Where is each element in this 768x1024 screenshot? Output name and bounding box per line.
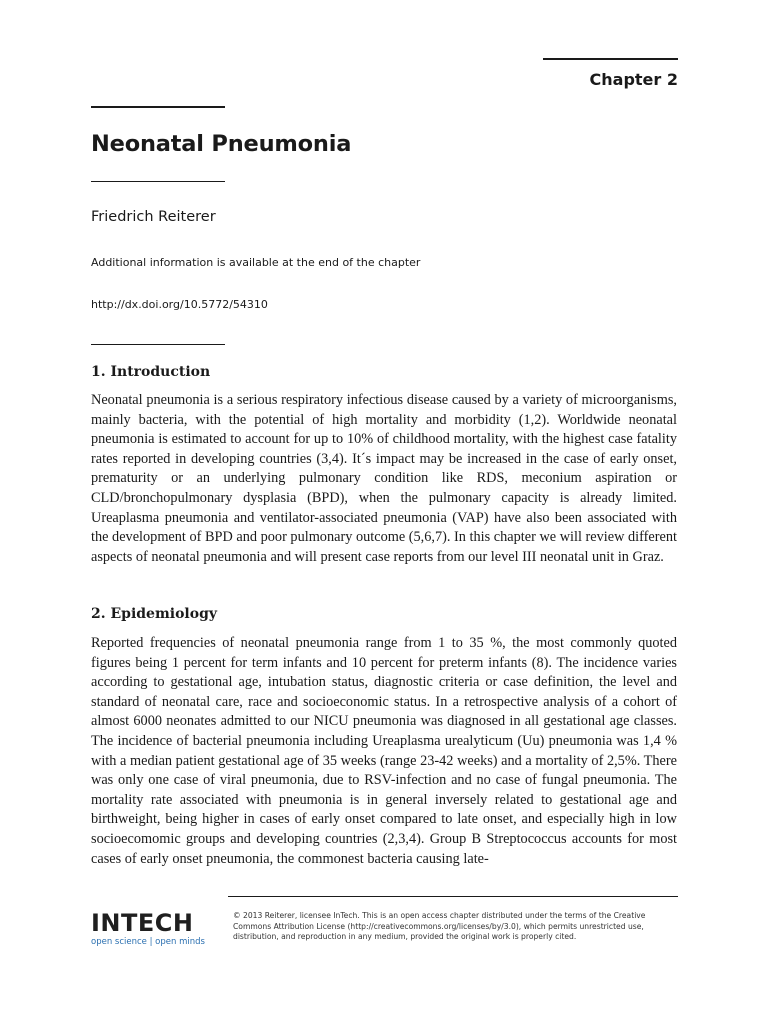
section-body-epidemiology: Reported frequencies of neonatal pneumonia range from 1 to 35 %, the most commonly quoted figures being 1 percent for term infants and 10 percent for preterm infants (8). The incidence varies according to gestational age, intubation status, diagnostic criteria or case definition, the level and standard of neonatal care, race and socioeconomic status. In a retrospective analysis of a cohort of almost 6000 neonates admitted to our NICU pneumonia was diagnosed in all gestational age classes. The incidence of bacterial pneumonia including Ureaplasma urealyticum (Uu) pneumonia was 1,4 % with a median patient gestational age of 35 weeks (range 23-42 weeks) and a mortality of 2,5%. There was only one case of viral pneumonia, due to RSV-infection and no case of fungal pneumonia. The mortality rate associated with pneumonia is in general inversely related to gestational age and birthweight, being higher in cases of early onset compared to late onset, and especially high in low socioecomomic groups and developing countries (2,3,4). Group B Streptococcus accounts for most cases of early onset pneumonia, the commonest bacteria causing late- (91, 635, 677, 867)
section-heading-epidemiology: 2. Epidemiology (91, 606, 218, 622)
logo-tagline: open science | open minds (91, 937, 205, 947)
header-end-rule (91, 344, 225, 345)
author-name: Friedrich Reiterer (91, 209, 216, 225)
chapter-label: Chapter 2 (589, 70, 678, 89)
doi-link[interactable]: http://dx.doi.org/10.5772/54310 (91, 298, 268, 311)
section-body-introduction: Neonatal pneumonia is a serious respiratory infectious disease caused by a variety of microorganisms, mainly bacteria, with the potential of high mortality and morbidity (1,2). Worldwide neonatal pneumonia is estimated to account for up to 10% of childhood mortality, with the highest case fatality rates reported in developing countries (3,4). It´s impact may be increased in the case of early onset, prematurity or an underlying pulmonary condition like RDS, meconium aspiration or CLD/bronchopulmonary dysplasia (BPD), when the pulmonary capacity is already limited. Ureaplasma pneumonia and ventilator-associated pneumonia (VAP) have also been associated with the development of BPD and poor pulmonary outcome (5,6,7). In this chapter we will review different aspects of neonatal pneumonia and will present case reports from our level III neonatal unit in Graz. (91, 392, 677, 565)
chapter-rule (543, 58, 678, 60)
page-title: Neonatal Pneumonia (91, 131, 352, 157)
footer-rule (228, 896, 678, 897)
section-heading-introduction: 1. Introduction (91, 364, 211, 380)
license-notice: © 2013 Reiterer, licensee InTech. This is an open access chapter distributed under the terms of the Creative Commons Attribution License (http://creativecommons.org/licenses/by/3.0), which permits unrestricted use, distribution, and reproduction in any medium, provided the original work is properly cited. (233, 911, 646, 942)
logo-wordmark: INTECH (91, 909, 194, 937)
additional-info-note: Additional information is available at the end of the chapter (91, 256, 421, 269)
title-bottom-rule (91, 181, 225, 182)
title-top-rule (91, 106, 225, 108)
intech-logo (91, 910, 205, 947)
